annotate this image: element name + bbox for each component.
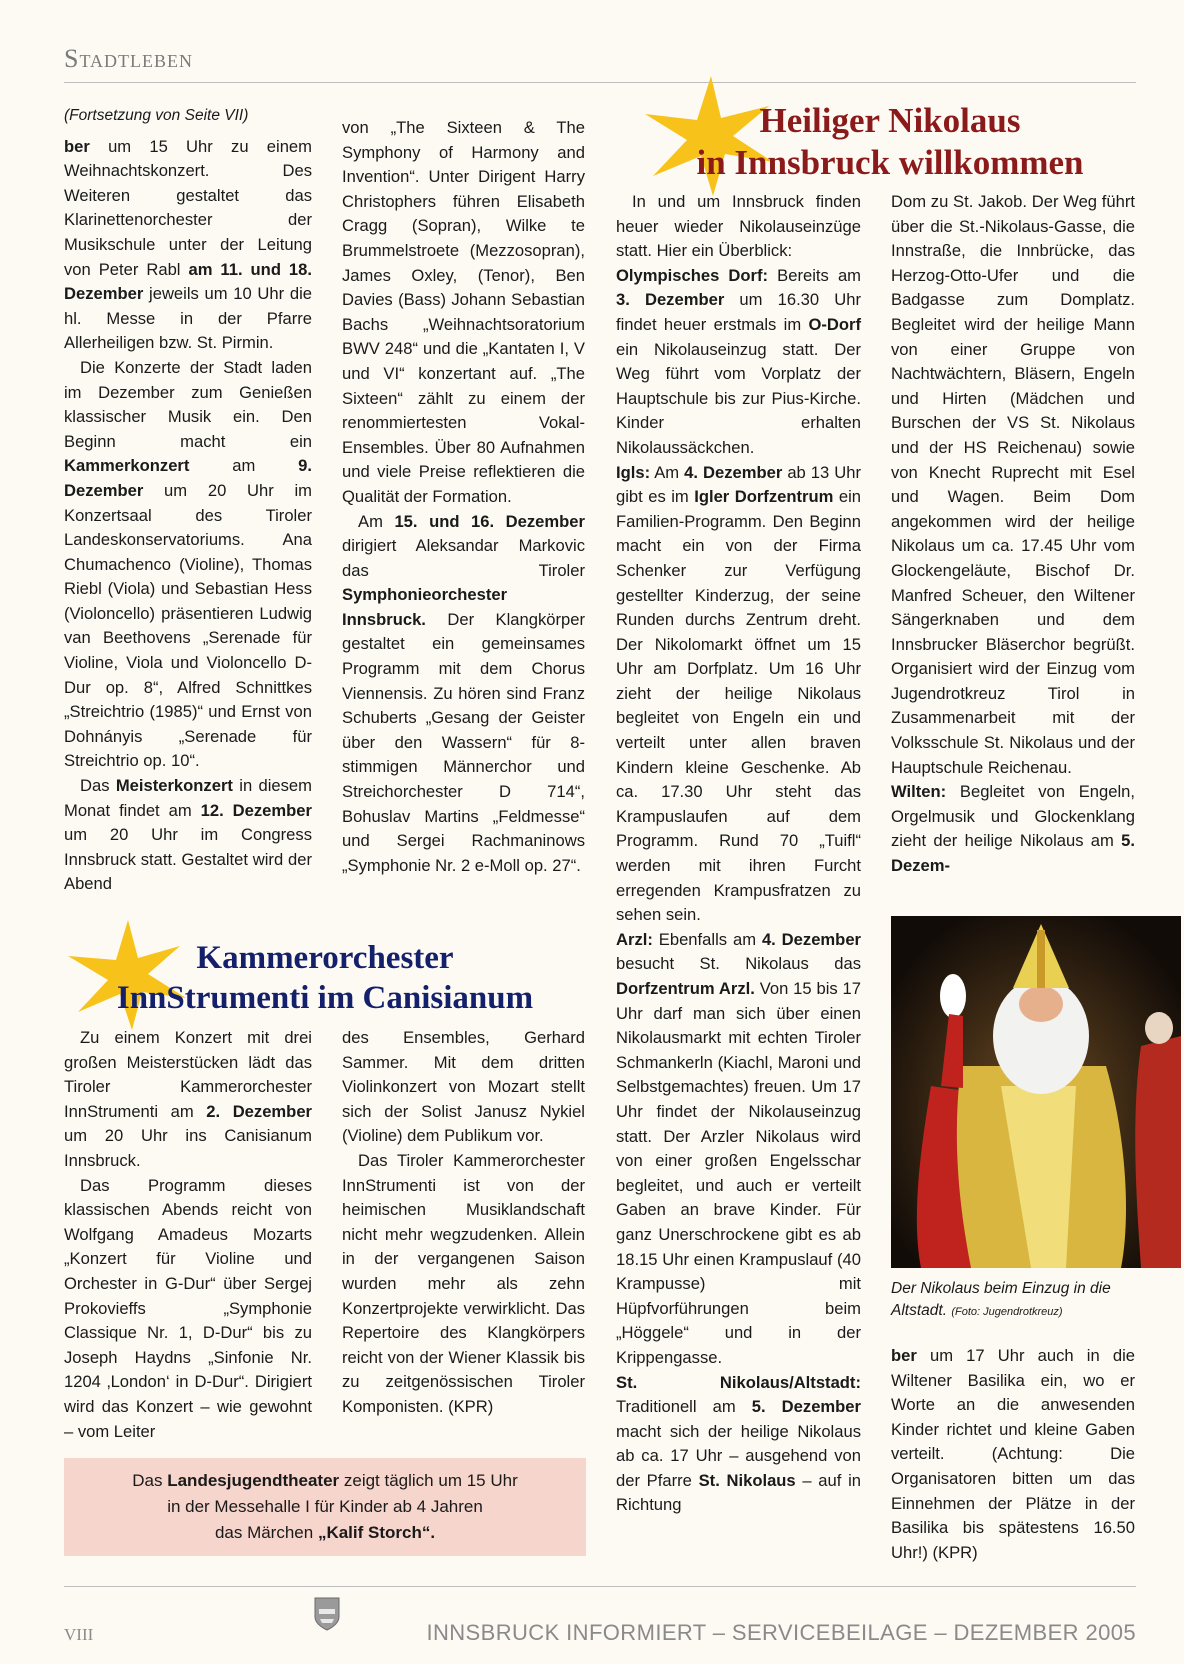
footer-rule xyxy=(64,1586,1136,1587)
article1-col2 xyxy=(342,116,585,878)
article1-col1 xyxy=(64,104,312,897)
nikolaus-col4 xyxy=(891,190,1135,879)
article2-col2 xyxy=(342,1026,585,1420)
nikolaus-illustration xyxy=(891,916,1181,1268)
page-number: VIII xyxy=(64,1625,94,1644)
continuation-note: (Fortsetzung von Seite VII) xyxy=(64,107,249,124)
infobox-line: in der Messehalle I für Kinder ab 4 Jahren xyxy=(167,1497,483,1516)
city-crest-icon xyxy=(314,1597,340,1631)
article2-col1 xyxy=(64,1026,312,1444)
paragraph: Die Konzerte der Stadt laden im Dezember zum Genießen klassischer Musik ein. Den Beginn macht ein Kammerkonzert am 9. Dezember um 20 Uhr im Konzertsaal des Tiroler Landeskonservatoriums. Ana Chumachenco (Violine), Thomas Riebl (Viola) und Sebastian Hess (Violoncello) präsentieren Ludwig van Beethovens „Serenade für Violine, Viola und Violoncello D-Dur op. 8“, Alfred Schnittkes „Streichtrio (1985)“ und Ernst von Dohnányis „Serenade für Streichtrio op. 10“. xyxy=(64,357,312,771)
paragraph: Das Meisterkonzert in diesem Monat findet am 12. Dezember um 20 Uhr im Congress Innsbruck statt. Gestaltet wird der Abend xyxy=(64,776,312,894)
photo-credit: (Foto: Jugendrotkreuz) xyxy=(951,1306,1063,1318)
paragraph: Wilten: Begleitet von Engeln, Orgelmusik und Glockenklang zieht der heilige Nikolaus am 5. Dezem- xyxy=(891,782,1135,876)
paragraph: des Ensembles, Gerhard Sammer. Mit dem dritten Violinkonzert von Mozart stellt sich der Solist Janusz Nykiel (Violine) dem Publikum vor. xyxy=(342,1028,585,1146)
paragraph: ber um 15 Uhr zu einem Weihnachtskonzert. Des Weiteren gestaltet das Klarinettenorchester der Musikschule unter der Leitung von Peter Rabl am 11. und 18. Dezember jeweils um 10 Uhr die hl. Messe in der Pfarre Allerheiligen bzw. St. Pirmin. xyxy=(64,136,312,353)
nikolaus-photo xyxy=(891,916,1181,1268)
paragraph: Das Tiroler Kammerorchester InnStrumenti ist von der heimischen Musiklandschaft nicht mehr wegzudenken. Allein in der vergangenen Saison wurden mehr als zehn Konzertprojekte verwirklicht. Das Repertoire des Klangkörpers reicht von der Wiener Klassik bis zu zeitgenössischen Tiroler Komponisten. (KPR) xyxy=(342,1150,585,1416)
infobox-line: Das Landesjugendtheater zeigt täglich um 15 Uhr xyxy=(132,1471,518,1490)
paragraph: Zu einem Konzert mit drei großen Meisterstücken lädt das Tiroler Kammerorchester InnStrumenti am 2. Dezember um 20 Uhr ins Canisianum Innsbruck. xyxy=(64,1028,313,1170)
paragraph: Am 15. und 16. Dezember dirigiert Aleksandar Markovic das Tiroler Symphonieorchester Innsbruck. Der Klangkörper gestaltet ein gemeinsames Programm mit dem Chorus Viennensis. Zu hören sind Franz Schuberts „Gesang der Geister über den Wassern“ für 8-stimmigen Männerchor und Streichorchester D 714“, Bohuslav Martins „Feldmesse“ und Sergei Rachmaninows „Symphonie Nr. 2 e-Moll op. 27“. xyxy=(342,511,585,875)
paragraph: ber um 17 Uhr auch in die Wiltener Basilika ein, wo er Worte an die anwesenden Kinder richtet und kleine Gaben verteilt. (Achtung: Die Organisatoren bitten um das Einnehmen der Plätze in der Basilika bis spätestens 16.50 Uhr!) (KPR) xyxy=(891,1346,1135,1562)
photo-caption: Der Nikolaus beim Einzug in die Altstadt. (Foto: Jugendrotkreuz) xyxy=(891,1280,1111,1319)
nikolaus-col4-continued xyxy=(891,1344,1135,1565)
article2-headline: Kammerorchester InnStrumenti im Canisianum xyxy=(116,940,534,1016)
paragraph: Igls: Am 4. Dezember ab 13 Uhr gibt es im Igler Dorfzentrum ein Familien-Programm. Den Beginn macht ein von der Firma Schenker zur Verfügung gestellter Kinderzug, der seine Runden durchs Zentrum dreht. Der Nikolomarkt öffnet um 15 Uhr am Dorfplatz. Um 16 Uhr zieht der heilige Nikolaus begleitet von Engeln ein und verteilt unter allen braven Kindern kleine Geschenke. Ab ca. 17.30 Uhr steht das Krampuslaufen auf dem Programm. Rund 70 „Tuifl“ werden mit ihren Furcht erregenden Krampusfratzen zu sehen sein. xyxy=(616,462,862,925)
nikolaus-col3 xyxy=(616,190,861,1518)
footer-title: INNSBRUCK INFORMIERT – SERVICEBEILAGE – DEZEMBER 2005 xyxy=(426,1620,1136,1645)
paragraph: Arzl: Ebenfalls am 4. Dezember besucht St. Nikolaus das Dorfzentrum Arzl. Von 15 bis 17 Uhr darf man sich über einen Nikolausmarkt mit echten Tiroler Schmankerln (Kiachl, Maroni und Selbstgemachtes) freuen. Um 17 Uhr findet der Nikolauseinzug statt. Der Arzler Nikolaus wird von einer großen Engelsschar begleitet, und auch er verteilt Gaben an brave Kinder. Für ganz Unerschrockene gibt es ab 18.15 Uhr einen Krampuslauf (40 Krampusse) mit Hüpfvorführungen beim „Höggele“ und in der Krippengasse. xyxy=(616,929,862,1367)
nikolaus-headline: Heiliger Nikolaus in Innsbruck willkommen xyxy=(696,101,1084,182)
paragraph: St. Nikolaus/Altstadt: Traditionell am 5. Dezember macht sich der heilige Nikolaus ab ca. 17 Uhr – ausgehend von der Pfarre St. Nikolaus – auf in Richtung xyxy=(616,1372,861,1515)
paragraph: Olympisches Dorf: Bereits am 3. Dezember um 16.30 Uhr findet heuer erstmals im O-Dorf ein Nikolauseinzug statt. Der Weg führt vom Vorplatz der Hauptschule bis zur Pius-Kirche. Kinder erhalten Nikolaussäckchen. xyxy=(616,265,862,457)
header-rule xyxy=(64,82,1136,83)
infobox-line: das Märchen „Kalif Storch“. xyxy=(214,1523,436,1542)
paragraph: Dom zu St. Jakob. Der Weg führt über die St.-Nikolaus-Gasse, die Innstraße, die Innbrücke, das Herzog-Otto-Ufer und die Badgasse zum Domplatz. Begleitet wird der heilige Mann von einer Gruppe von Nachtwächtern, Bläsern, Engeln und Hirten (Mädchen und Burschen der VS St. Nikolaus und der HS Reichenau) sowie von Knecht Ruprecht mit Esel und Wagen. Beim Dom angekommen wird der heilige Nikolaus um ca. 17.45 Uhr vom Glockengeläute, Bischof Dr. Manfred Scheuer, den Wiltener Sängerknaben und dem Innsbrucker Bläserchor begrüßt. Organisiert wird der Einzug vom Jugendrotkreuz Tirol in Zusammenarbeit mit der Volksschule St. Nikolaus und der Hauptschule Reichenau. xyxy=(891,192,1135,777)
paragraph: In und um Innsbruck finden heuer wieder Nikolauseinzüge statt. Hier ein Überblick: xyxy=(616,192,861,261)
theater-infobox xyxy=(64,1458,586,1556)
paragraph: von „The Sixteen & The Symphony of Harmony and Invention“. Unter Dirigent Harry Christophers führen Elisabeth Cragg (Sopran), Wilke te Brummelstroete (Mezzosopran), James Oxley, (Tenor), Ben Davies (Bass) Johann Sebastian Bachs „Weihnachtsoratorium BWV 248“ und die „Kantaten I, V und VI“ konzertant auf. „The Sixteen“ zählt zu einem der renommiertesten Vokal-Ensembles. Über 80 Aufnahmen und viele Preise reflektieren die Qualität der Formation. xyxy=(342,118,585,506)
paragraph: Das Programm dieses klassischen Abends reicht von Wolfgang Amadeus Mozarts „Konzert für Violine und Orchester in G-Dur“ über Sergej Prokovieffs „Symphonie Classique Nr. 1, D-Dur“ bis zu Joseph Haydns „Sinfonie Nr. 1204 ‚London‘ in D-Dur“. Dirigiert wird das Konzert – wie gewohnt – vom Leiter xyxy=(64,1175,312,1441)
section-header: Stadtleben xyxy=(64,44,193,73)
